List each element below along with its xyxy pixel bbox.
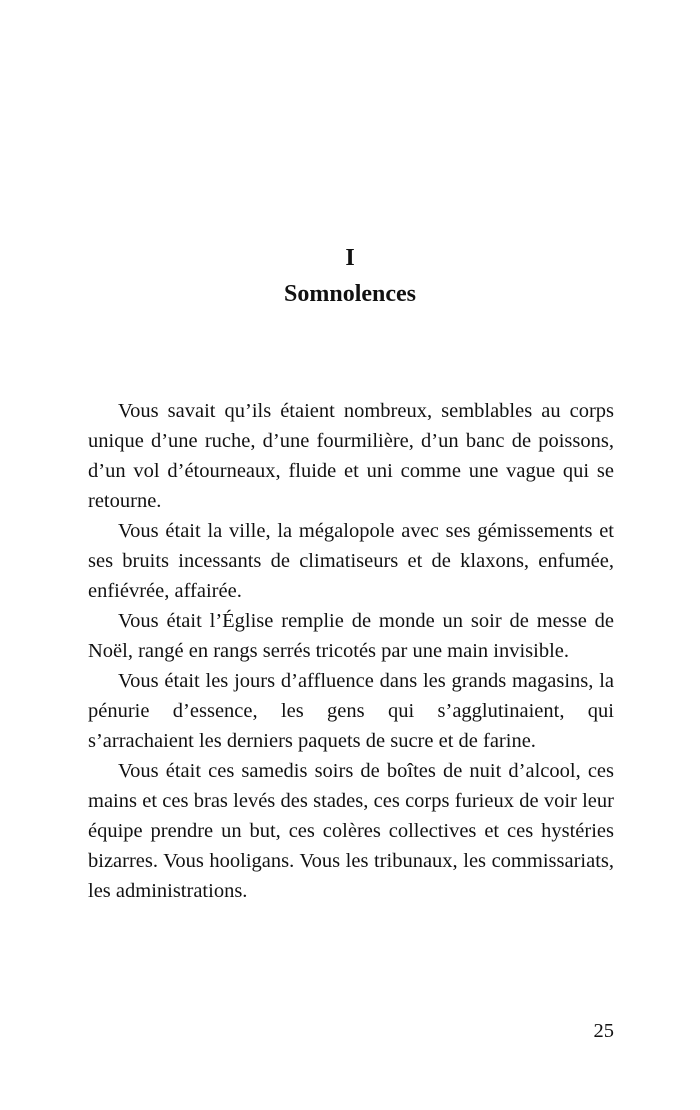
paragraph: Vous était les jours d’affluence dans les grands magasins, la pénurie d’essence, les gens qui s’agglutinaient, qui s’arrachaient les derniers paquets de sucre et de farine. <box>88 670 614 752</box>
paragraph: Vous savait qu’ils étaient nombreux, semblables au corps unique d’une ruche, d’une fourmilière, d’un banc de poissons, d’un vol d’étourneaux, fluide et uni comme une vague qui se retourne. <box>88 400 614 512</box>
paragraph: Vous était l’Église remplie de monde un soir de messe de Noël, rangé en rangs serrés tricotés par une main invisible. <box>88 610 614 662</box>
paragraph: Vous était ces samedis soirs de boîtes de nuit d’alcool, ces mains et ces bras levés des stades, ces corps furieux de voir leur équipe prendre un but, ces colères collectives et ces hystéries bizarres. Vous hooligans. Vous les tribunaux, les commissariats, les administrations. <box>88 760 614 902</box>
paragraph: Vous était la ville, la mégalopole avec ses gémissements et ses bruits incessants de climatiseurs et de klaxons, enfumée, enfiévrée, affairée. <box>88 520 614 602</box>
chapter-number: I <box>345 245 355 271</box>
page-number: 25 <box>593 1020 614 1042</box>
chapter-title: Somnolences <box>284 281 416 307</box>
chapter-body <box>88 396 614 906</box>
